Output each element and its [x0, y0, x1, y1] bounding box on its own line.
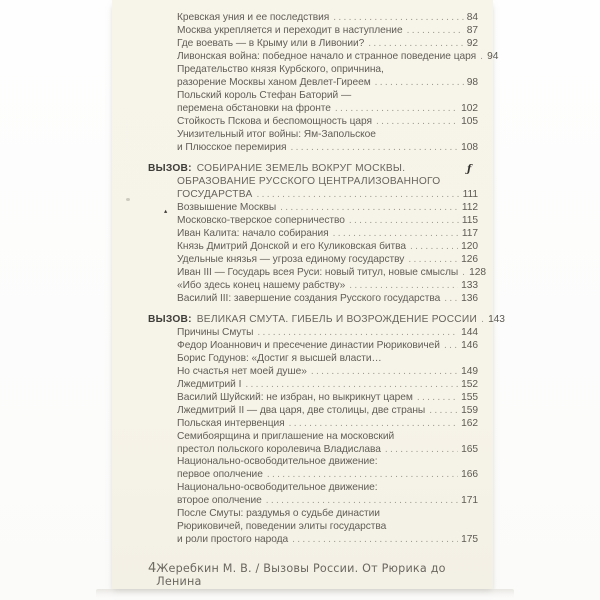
toc-entry-line — [148, 241, 478, 254]
toc-entry-title: Национально-освободительное движение: — [177, 456, 378, 468]
toc-entry-title: Московско-тверское соперничество — [177, 214, 345, 226]
toc-page-number: 126 — [461, 253, 478, 265]
page-footer — [148, 561, 478, 588]
toc-entry-line — [148, 379, 478, 392]
dot-leader — [289, 418, 459, 431]
toc-entry-line — [148, 534, 478, 547]
section-label: ВЫЗОВ: — [148, 162, 192, 174]
toc-entry-title: Василий Шуйский: не избран, но выкрикнут царем — [177, 391, 413, 403]
toc-entry-title: Стойкость Пскова и беспомощность царя — [177, 115, 372, 127]
toc-page-number: 155 — [461, 391, 478, 403]
toc-entry-line — [148, 215, 478, 228]
dot-leader — [444, 293, 458, 306]
toc-entry-title: второе ополчение — [177, 495, 262, 507]
toc-entry-title: престол польского королевича Владислава — [177, 443, 381, 455]
toc-entry-title: Удельные князья — угроза единому государству — [177, 253, 405, 265]
toc-entry-line — [148, 38, 478, 51]
toc-page-number: 146 — [461, 339, 478, 351]
dot-leader — [417, 392, 458, 405]
toc-entry-title: «Ибо здесь конец нашему рабству» — [177, 279, 346, 291]
toc-page-number: 133 — [461, 279, 478, 291]
toc-entry-title: Ливонская война: победное начало и странное поведение царя — [177, 50, 477, 62]
toc-entry-title: Польский король Стефан Баторий — — [177, 89, 352, 101]
toc-entry-line — [148, 90, 478, 103]
toc-entry-line — [148, 521, 478, 534]
dot-leader — [245, 379, 458, 392]
toc-section — [148, 313, 505, 547]
toc-entry-title: разорение Москвы ханом Девлет-Гиреем — [177, 76, 371, 88]
section-label: ВЫЗОВ: — [148, 313, 192, 325]
toc-entry-title: Но счастья нет моей душе» — [177, 365, 307, 377]
toc-page-number: 143 — [488, 313, 505, 325]
toc-entry-line — [148, 254, 478, 267]
toc-entry-line — [148, 482, 478, 495]
toc-entry-line — [148, 340, 478, 353]
toc-entry-title: и роли простого народа — [177, 534, 289, 546]
toc-page-number: 105 — [461, 115, 478, 127]
toc-page-number: 94 — [487, 50, 499, 62]
toc-section — [148, 12, 499, 154]
toc-entry-line — [148, 142, 478, 155]
toc-section-header-line — [148, 163, 478, 176]
toc-entry-title: Москва укрепляется и переходит в наступление — [177, 24, 403, 36]
toc-entry-line — [148, 469, 478, 482]
dot-leader — [375, 77, 464, 90]
toc-entry-title: первое ополчение — [177, 469, 263, 481]
dot-leader — [266, 495, 458, 508]
toc-entry-title: Предательство князя Курбского, опричнина, — [177, 63, 384, 75]
toc-entry-line — [148, 353, 478, 366]
table-of-contents — [148, 12, 505, 547]
toc-entry-title: Польская интервенция — [177, 417, 285, 429]
dot-leader — [311, 366, 458, 379]
toc-page-number: 171 — [461, 495, 478, 507]
dot-leader — [481, 314, 485, 327]
dot-leader — [257, 327, 458, 340]
dot-leader — [407, 25, 464, 38]
page-bottom-edge — [96, 589, 514, 598]
toc-entry-title: Рюриковичей, поведении элиты государства — [177, 521, 387, 533]
toc-page-number: 144 — [461, 326, 478, 338]
page-number: 4 — [148, 561, 157, 576]
toc-entry-line — [148, 129, 478, 142]
toc-page-number: 136 — [461, 292, 478, 304]
toc-entry-line — [148, 405, 478, 418]
section-title: ВЕЛИКАЯ СМУТА. ГИБЕЛЬ И ВОЗРОЖДЕНИЕ РОССИИ — [196, 313, 478, 325]
toc-page-number: 84 — [466, 12, 478, 23]
dot-leader — [349, 280, 458, 293]
dot-leader — [335, 103, 458, 116]
section-title: СОБИРАНИЕ ЗЕМЕЛЬ ВОКРУГ МОСКВЫ. — [196, 162, 406, 174]
toc-entry-line — [148, 508, 478, 521]
dot-leader — [280, 202, 459, 215]
toc-section-header-line — [148, 189, 478, 202]
toc-page-number: 115 — [461, 214, 478, 226]
toc-entry-line — [148, 280, 478, 293]
dot-leader — [349, 215, 459, 228]
running-title: Жеребкин М. В. / Вызовы России. От Рюрика до Ленина — [156, 562, 446, 588]
toc-entry-line — [148, 116, 478, 129]
ink-triangle-mark: ▴ — [164, 208, 168, 215]
toc-entry-line — [148, 25, 478, 38]
toc-entry-line — [148, 266, 486, 280]
toc-section — [148, 162, 486, 305]
toc-section-header-line — [148, 313, 505, 327]
section-title: ГОСУДАРСТВА — [177, 188, 253, 200]
dot-leader — [368, 38, 463, 51]
ink-lightning-mark: ƒ — [467, 164, 472, 175]
toc-entry-title: Возвышение Москвы — [177, 201, 277, 213]
toc-entry-line — [148, 392, 478, 405]
toc-page-number: 159 — [461, 404, 478, 416]
toc-entry-line — [148, 431, 478, 444]
toc-entry-line — [148, 366, 478, 379]
toc-entry-line — [148, 202, 478, 215]
toc-page-number: 162 — [461, 417, 478, 429]
toc-entry-line — [148, 103, 478, 116]
toc-entry-title: Унизительный итог войны: Ям-Запольское — [177, 128, 376, 140]
toc-entry-title: Лжедмитрий I — [177, 378, 242, 390]
toc-page-number: 166 — [461, 469, 478, 481]
dot-leader — [385, 444, 458, 457]
toc-page-number: 87 — [466, 24, 478, 36]
toc-entry-title: Причины Смуты — [177, 326, 254, 338]
toc-entry-line — [148, 456, 478, 469]
dot-leader — [292, 534, 458, 547]
toc-entry-title: После Смуты: раздумья о судьбе династии — [177, 508, 380, 520]
toc-entry-line — [148, 418, 478, 431]
toc-entry-title: Лжедмитрий II — два царя, две столицы, две страны — [177, 404, 426, 416]
toc-entry-line — [148, 444, 478, 457]
toc-entry-title: и Плюсское перемирия — [177, 141, 287, 153]
toc-entry-title: перемена обстановки на фронте — [177, 102, 331, 114]
dot-leader — [257, 189, 460, 202]
toc-page-number: 128 — [469, 266, 486, 278]
dot-leader — [410, 241, 458, 254]
dot-leader — [444, 340, 458, 353]
toc-entry-line — [148, 327, 478, 340]
toc-page-number: 112 — [461, 201, 478, 213]
toc-page-number: 165 — [461, 443, 478, 455]
toc-entry-title: Национально-освободительное движение: — [177, 482, 378, 494]
book-page — [112, 0, 505, 589]
toc-page-number: 102 — [461, 102, 478, 114]
dot-leader — [333, 12, 463, 25]
toc-section-header-line — [148, 176, 478, 189]
toc-entry-title: Иван Калита: начало собирания — [177, 227, 329, 239]
toc-entry-line — [148, 77, 478, 90]
toc-entry-title: Борис Годунов: «Достиг я высшей власти… — [177, 352, 382, 364]
toc-page-number: 152 — [461, 378, 478, 390]
toc-entry-title: Кревская уния и ее последствия — [177, 12, 330, 23]
dot-leader — [462, 267, 466, 280]
toc-page-number: 92 — [466, 37, 478, 49]
section-title: ОБРАЗОВАНИЕ РУССКОГО ЦЕНТРАЛИЗОВАННОГО — [177, 175, 441, 187]
toc-page-number: 111 — [462, 188, 478, 200]
dot-leader — [480, 51, 484, 64]
toc-entry-title: Иван III — Государь всея Руси: новый титул, новые смыслы — [177, 266, 459, 278]
toc-page-number: 149 — [461, 365, 478, 377]
dot-leader — [408, 254, 458, 267]
toc-entry-line — [148, 12, 478, 25]
toc-entry-line — [148, 50, 499, 64]
toc-page-number: 117 — [461, 227, 478, 239]
ink-smudge-mark — [126, 198, 130, 201]
toc-entry-title: Где воевать — в Крыму или в Ливонии? — [177, 37, 365, 49]
toc-entry-line — [148, 228, 478, 241]
toc-page-number: 175 — [461, 534, 478, 546]
toc-entry-title: Василий III: завершение создания Русского государства — [177, 292, 441, 304]
toc-entry-title: Семибоярщина и приглашение на московский — [177, 430, 395, 442]
toc-entry-line — [148, 495, 478, 508]
dot-leader — [290, 142, 458, 155]
toc-entry-title: Князь Дмитрий Донской и его Куликовская битва — [177, 240, 407, 252]
toc-entry-line — [148, 64, 478, 77]
dot-leader — [376, 116, 458, 129]
toc-page-number: 98 — [466, 76, 478, 88]
dot-leader — [429, 405, 458, 418]
dot-leader — [333, 228, 459, 241]
toc-entry-title: Федор Иоаннович и пресечение династии Рюриковичей — [177, 339, 440, 351]
dot-leader — [267, 469, 458, 482]
toc-page-number: 108 — [461, 141, 478, 153]
toc-page-number: 120 — [461, 240, 478, 252]
toc-entry-line — [148, 293, 478, 306]
